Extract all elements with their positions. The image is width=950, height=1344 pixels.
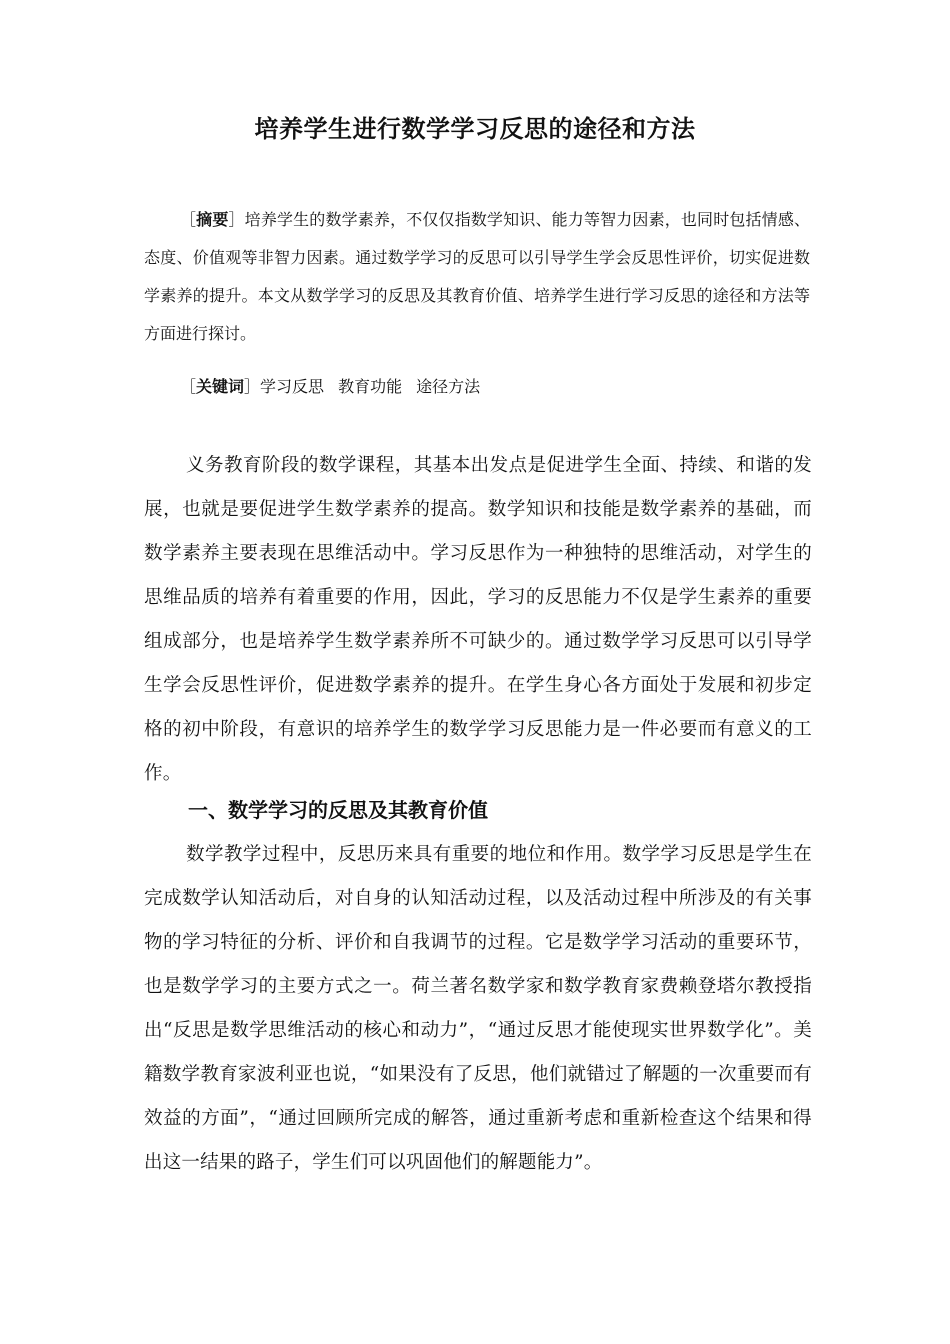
abstract-paragraph [144,201,810,353]
intro-paragraph: 义务教育阶段的数学课程，其基本出发点是促进学生全面、持续、和谐的发展，也就是要促进学生数学素养的提高。数学知识和技能是数学素养的基础，而数学素养主要表现在思维活动中。学习反思作为一种独特的思维活动，对学生的思维品质的培养有着重要的作用，因此，学习的反思能力不仅是学生素养的重要组成部分，也是培养学生数学素养所不可缺少的。通过数学学习反思可以引导学生学会反思性评价，促进数学素养的提升。在学生身心各方面处于发展和初步定格的初中阶段，有意识的培养学生的数学学习反思能力是一件必要而有意义的工作。 [144,455,812,784]
keywords-bracket-close: ］ [244,377,261,396]
keyword-item: 学习反思 [260,377,325,396]
document-title: 培养学生进行数学学习反思的途径和方法 [254,115,696,143]
abstract-text: 培养学生的数学素养，不仅仅指数学知识、能力等智力因素，也同时包括情感、态度、价值观等非智力因素。通过数学学习的反思可以引导学生学会反思性评价，切实促进数学素养的提升。本文从数学学习的反思及其教育价值、培养学生进行学习反思的途径和方法等方面进行探讨。 [144,210,810,343]
abstract-bracket-open: ［ [180,210,197,229]
keywords-line [180,372,810,402]
keywords-bracket-open: ［ [180,377,197,396]
section-paragraph: 数学教学过程中，反思历来具有重要的地位和作用。数学学习反思是学生在完成数学认知活动后，对自身的认知活动过程，以及活动过程中所涉及的有关事物的学习特征的分析、评价和自我调节的过程。它是数学学习活动的重要环节，也是数学学习的主要方式之一。荷兰著名数学家和数学教育家费赖登塔尔教授指出“反思是数学思维活动的核心和动力”，“通过反思才能使现实世界数学化”。美籍数学教育家波利亚也说，“如果没有了反思，他们就错过了解题的一次重要而有效益的方面”，“通过回顾所完成的解答，通过重新考虑和重新检查这个结果和得出这一结果的路子，学生们可以巩固他们的解题能力”。 [144,844,812,1173]
abstract-label: 摘要 [196,210,229,229]
section-heading: 一、数学学习的反思及其教育价值 [188,798,488,822]
keyword-item: 途径方法 [416,377,481,396]
keywords-label: 关键词 [196,377,245,396]
abstract-bracket-close: ］ [228,210,245,229]
keyword-item: 教育功能 [338,377,403,396]
